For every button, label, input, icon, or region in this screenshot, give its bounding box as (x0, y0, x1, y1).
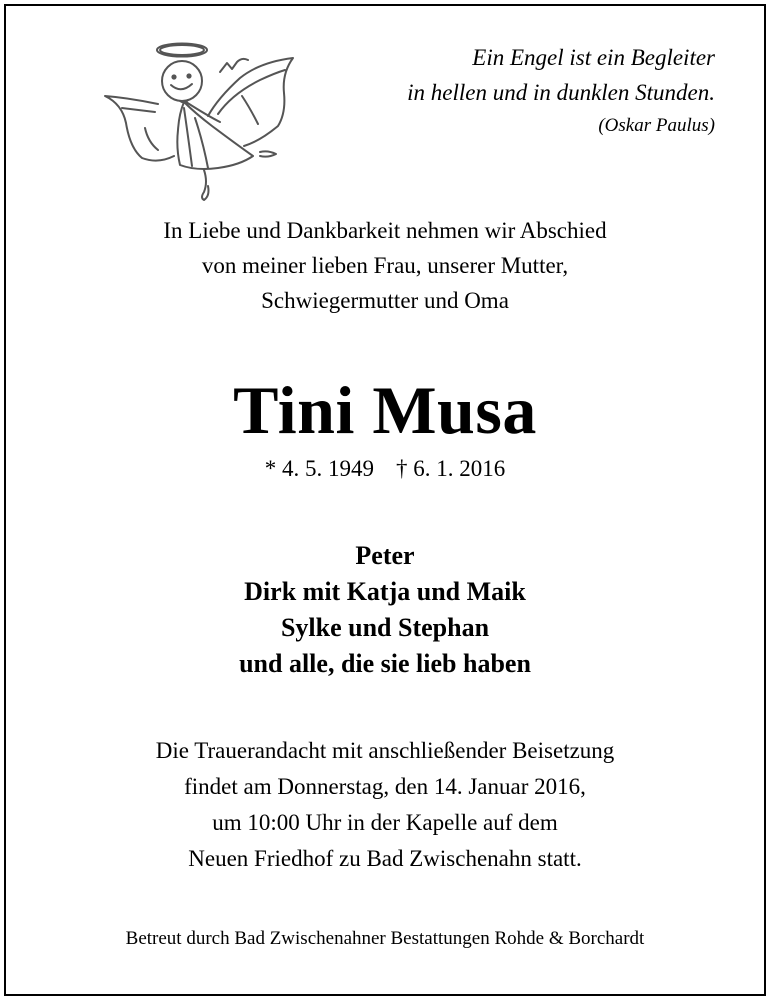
service-info (0, 733, 770, 877)
death-date: † 6. 1. 2016 (396, 456, 506, 481)
family-line: Sylke und Stephan (280, 613, 490, 642)
angel-icon (100, 38, 305, 203)
service-line: Die Trauerandacht mit anschließender Beisetzung (155, 738, 615, 763)
family-line: und alle, die sie lieb haben (239, 649, 531, 678)
intro-line: Schwiegermutter und Oma (261, 288, 509, 313)
family-line: Dirk mit Katja und Maik (244, 577, 526, 606)
intro-text (0, 213, 770, 318)
birth-date: * 4. 5. 1949 (264, 456, 374, 481)
service-line: Neuen Friedhof zu Bad Zwischenahn statt. (188, 846, 582, 871)
funeral-home-credit: Betreut durch Bad Zwischenahner Bestattungen Rohde & Borchardt (125, 928, 645, 949)
service-line: findet am Donnerstag, den 14. Januar 2016, (184, 774, 586, 799)
service-line: um 10:00 Uhr in der Kapelle auf dem (212, 810, 558, 835)
family-list (0, 538, 770, 682)
quote-block (295, 40, 715, 142)
deceased-name: Tini Musa (233, 372, 537, 448)
quote-line: in hellen und in dunklen Stunden. (407, 80, 715, 105)
intro-line: von meiner lieben Frau, unserer Mutter, (201, 253, 569, 278)
quote-author: (Oskar Paulus) (598, 115, 715, 136)
intro-line: In Liebe und Dankbarkeit nehmen wir Abschied (163, 218, 607, 243)
life-dates (0, 453, 770, 485)
family-line: Peter (355, 541, 415, 570)
quote-line: Ein Engel ist ein Begleiter (472, 45, 715, 70)
